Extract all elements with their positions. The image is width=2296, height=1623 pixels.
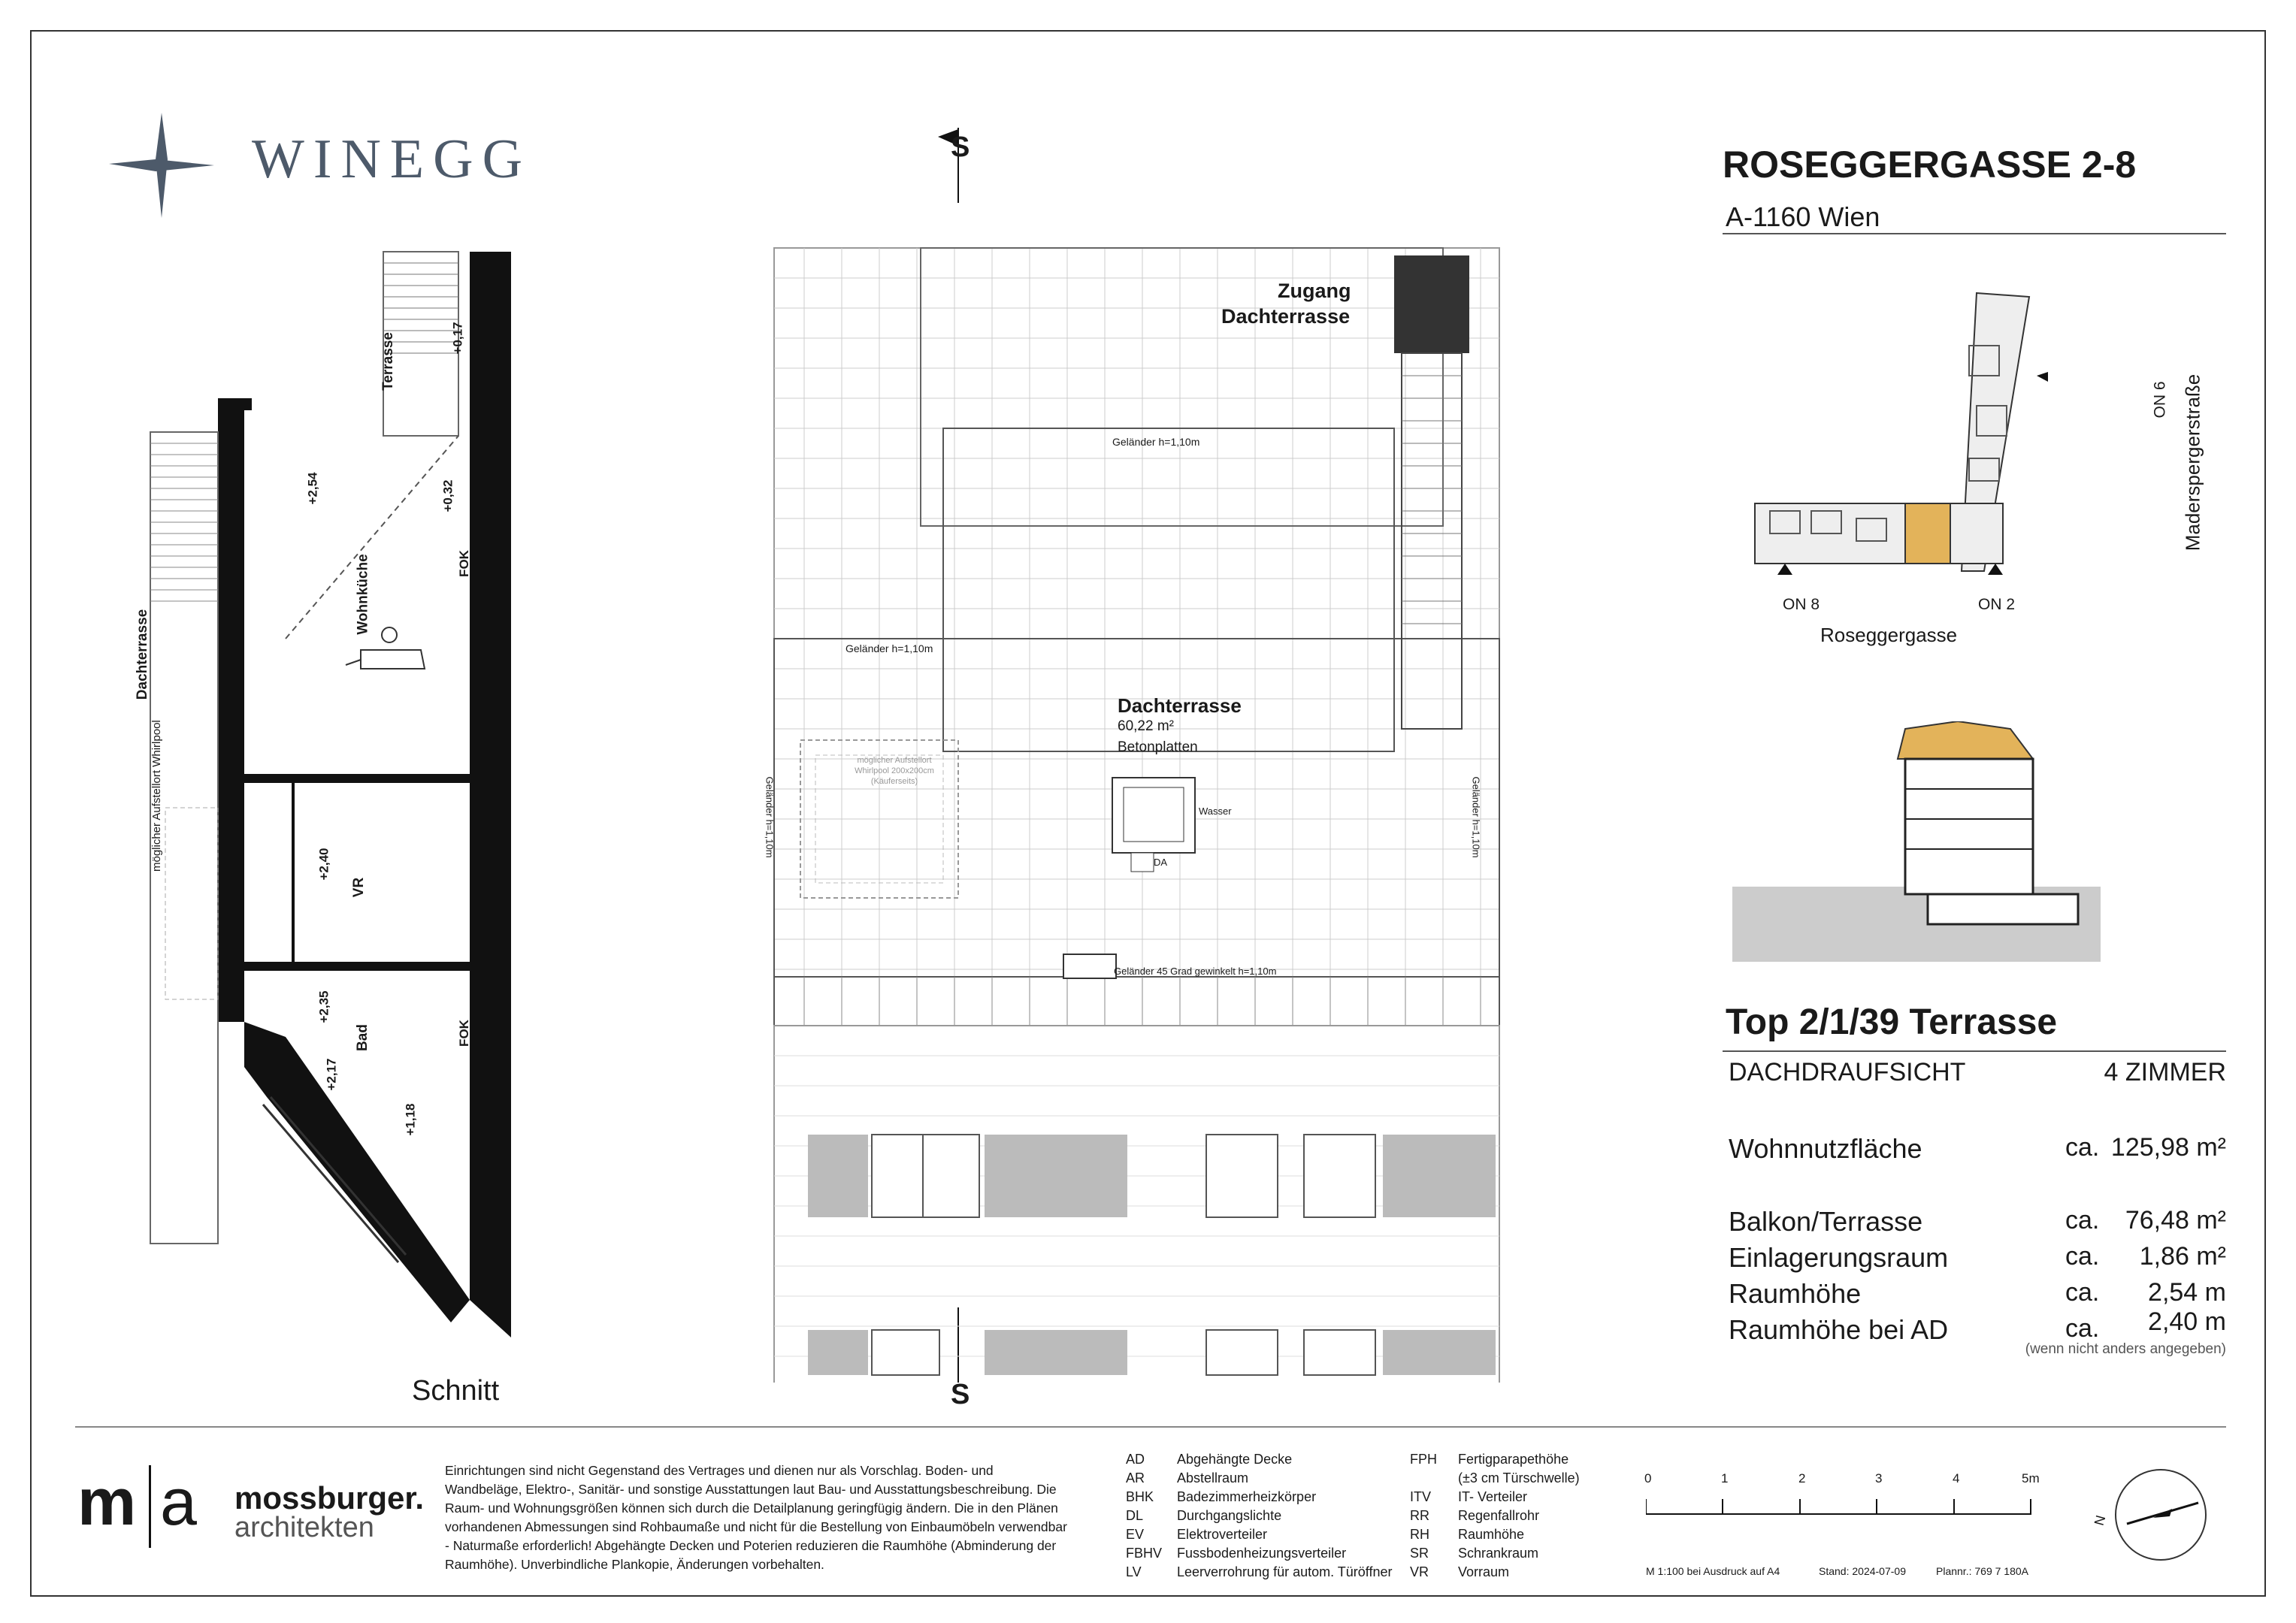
legend-code: RR (1410, 1508, 1429, 1523)
site-plan-drawing (1751, 286, 2232, 601)
scale-tick-label: 3 (1875, 1471, 1883, 1485)
legend-text: Regenfallrohr (1458, 1508, 1540, 1523)
access-label-2: Dachterrasse (1221, 305, 1351, 328)
compass-star-logo-icon (109, 113, 214, 218)
level-label: +2,40 (316, 848, 331, 881)
legend-code: LV (1126, 1564, 1142, 1579)
kv-value: 2,54 m (2148, 1278, 2226, 1307)
kv-ca: ca. (2065, 1206, 2100, 1235)
railing-label-top: Geländer h=1,10m (1112, 436, 1200, 448)
legend-text: IT- Verteiler (1458, 1489, 1528, 1504)
kv-value: 1,86 m² (2139, 1242, 2226, 1271)
legend-code: VR (1410, 1564, 1429, 1579)
disclaimer-text: Einrichtungen sind nicht Gegenstand des Vertrages und dienen nur als Vorschlag. Boden- und Wandbeläge, Elektro-, Sanitär- und sonstige Ausstattungen laut Bau- und Ausstattungsbeschreibung. Die Raum- und Wohnungsgrößen können sich durch die Detailplanung geringfügig ändern. Die in den Plänen vorhandenen Abmessungen sind Rohbaumaße und nicht für die Bestellung von Einbaumöbeln verwendbar - Naturmaße erforderlich! Abgehängte Decken und Poterien reduzieren die Raumhöhe (Abminderung der Raumhöhe). Unverbindliche Plankopie, Änderungen vorbehalten. (445, 1463, 1067, 1572)
unit-title: Top 2/1/39 Terrasse (1726, 1002, 2058, 1042)
site-label-on2: ON 2 (1978, 596, 2016, 613)
kv-value: 2,40 m (2148, 1307, 2226, 1336)
legend-code: FBHV (1126, 1546, 1163, 1561)
legend-text: Elektroverteiler (1177, 1527, 1268, 1542)
legend-text: Fussbodenheizungsverteiler (1177, 1546, 1347, 1561)
fok-label: FOK (456, 1020, 471, 1047)
fok-label: FOK (456, 550, 471, 577)
scale-bar (1646, 1492, 2044, 1522)
legend-text: Fertigparapethöhe (1458, 1452, 1569, 1467)
legend-text: (±3 cm Türschwelle) (1458, 1470, 1580, 1485)
railing-label-right: Geländer h=1,10m (1470, 776, 1482, 858)
whirlpool-line-1: möglicher Aufstellort (857, 756, 932, 765)
legend-row (1126, 1507, 1393, 1525)
level-label: +2,35 (316, 990, 331, 1023)
legend-left (1126, 1450, 1393, 1582)
whirlpool-line-3: (Käuferseits) (870, 777, 918, 786)
legend-text: Leerverrohrung für autom. Türöffner (1177, 1564, 1393, 1579)
scale-tick-label: 1 (1721, 1471, 1729, 1485)
legend-code: BHK (1126, 1489, 1154, 1504)
kv-label: Raumhöhe bei AD (1729, 1314, 1949, 1345)
kv-value: 76,48 m² (2125, 1206, 2226, 1235)
legend-code: SR (1410, 1546, 1429, 1561)
legend-code: AR (1126, 1470, 1145, 1485)
legend-text: Vorraum (1458, 1564, 1510, 1579)
scale-note: M 1:100 bei Ausdruck auf A4 (1646, 1565, 1780, 1577)
brand-name: WINEGG (252, 128, 532, 190)
railing-label-left: Geländer h=1,10m (764, 776, 776, 858)
plan-number: Plannr.: 769 7 180A (1936, 1565, 2028, 1577)
terrasse-label: Terrasse (380, 332, 396, 391)
legend-row (1126, 1544, 1393, 1563)
height-note: (wenn nicht anders angegeben) (2025, 1341, 2226, 1357)
level-label: +1,18 (403, 1103, 418, 1136)
legend-row (1410, 1469, 1580, 1488)
address-title: ROSEGGERGASSE 2-8 (1723, 144, 2137, 186)
scale-tick-label: 4 (1953, 1471, 1960, 1485)
legend-code: AD (1126, 1452, 1145, 1467)
kv-ca: ca. (2065, 1133, 2100, 1162)
legend-row (1410, 1507, 1580, 1525)
legend-row (1126, 1563, 1393, 1582)
legend-row (1126, 1450, 1393, 1469)
site-label-on6: ON 6 (2151, 381, 2169, 419)
legend-row (1410, 1488, 1580, 1507)
north-arrow-icon (2108, 1465, 2213, 1570)
legend-row (1126, 1488, 1393, 1507)
legend-row (1410, 1450, 1580, 1469)
terrace-surface: Betonplatten (1118, 739, 1198, 755)
level-label: +2,17 (324, 1058, 339, 1091)
access-label-1: Zugang (1278, 280, 1351, 302)
view-label: DACHDRAUFSICHT (1729, 1058, 1966, 1087)
legend-code: FPH (1410, 1452, 1437, 1467)
terrace-name: Dachterrasse (1118, 694, 1242, 717)
divider (1723, 233, 2226, 234)
legend-text: Abstellraum (1177, 1470, 1249, 1485)
section-drawing (135, 248, 526, 1345)
section-title: Schnitt (412, 1375, 500, 1407)
architect-sub: architekten (234, 1512, 374, 1543)
plan-date: Stand: 2024-07-09 (1819, 1565, 1906, 1577)
railing-label-left-top: Geländer h=1,10m (845, 642, 933, 654)
north-label: N (2091, 1513, 2109, 1528)
level-label: +0,17 (450, 322, 465, 355)
legend-code: DL (1126, 1508, 1144, 1523)
scale-tick-label: 0 (1644, 1471, 1652, 1485)
legend-row (1410, 1544, 1580, 1563)
legend-text: Durchgangslichte (1177, 1508, 1282, 1523)
legend-code (1410, 1469, 1458, 1488)
section-marker-top: S (951, 131, 970, 163)
architect-mark-a: a (160, 1464, 197, 1539)
scale-tick-label: 2 (1798, 1471, 1806, 1485)
city-label: A-1160 Wien (1726, 201, 1880, 232)
legend-code: ITV (1410, 1489, 1432, 1504)
architect-mark-divider (149, 1465, 151, 1548)
wohnkueche-label: Wohnküche (355, 554, 371, 635)
architect-mark-m: m (77, 1464, 137, 1539)
water-label: Wasser (1199, 805, 1232, 817)
kv-label: Raumhöhe (1729, 1278, 1862, 1309)
site-label-on8: ON 8 (1783, 596, 1820, 613)
drain-label: DA (1154, 857, 1168, 868)
street-maderspergerstrasse: Maderspergerstraße (2181, 373, 2204, 552)
legend-text: Schrankraum (1458, 1546, 1539, 1561)
whirlpool-line-2: Whirlpool 200x200cm (855, 766, 934, 775)
kv-ca: ca. (2065, 1242, 2100, 1271)
whirlpool-section-label: möglicher Aufstellort Whirlpool (150, 720, 163, 872)
legend-row (1126, 1469, 1393, 1488)
kv-ca: ca. (2065, 1314, 2100, 1343)
legend-text: Raumhöhe (1458, 1527, 1525, 1542)
kv-label: Wohnnutzfläche (1729, 1133, 1922, 1164)
legend-text: Abgehängte Decke (1177, 1452, 1293, 1467)
kv-value: 125,98 m² (2110, 1133, 2226, 1162)
level-label: +0,32 (440, 479, 455, 512)
legend-row (1410, 1525, 1580, 1544)
legend-row (1126, 1525, 1393, 1544)
level-label: +2,54 (305, 472, 320, 505)
bad-label: Bad (354, 1024, 371, 1051)
terrace-area: 60,22 m² (1118, 718, 1174, 734)
kv-ca: ca. (2065, 1278, 2100, 1307)
legend-text: Badezimmerheizkörper (1177, 1489, 1317, 1504)
legend-right (1410, 1450, 1580, 1582)
legend-code: EV (1126, 1527, 1145, 1542)
footer-divider (75, 1426, 2226, 1428)
architect-name: mossburger. (234, 1480, 425, 1516)
building-elevation-drawing (1732, 721, 2101, 962)
vr-label: VR (351, 877, 368, 898)
room-count: 4 ZIMMER (2104, 1058, 2226, 1087)
street-roseggergasse: Roseggergasse (1820, 624, 1958, 646)
scale-tick-label: 5m (2022, 1471, 2040, 1485)
legend-code: RH (1410, 1527, 1429, 1542)
kv-label: Balkon/Terrasse (1729, 1206, 1923, 1237)
kv-label: Einlagerungsraum (1729, 1242, 1949, 1273)
divider (1723, 1050, 2226, 1052)
legend-row (1410, 1563, 1580, 1582)
railing-label-bottom: Geländer 45 Grad gewinkelt h=1,10m (1114, 966, 1277, 977)
dachterrasse-label: Dachterrasse (135, 609, 151, 700)
whirlpool-plan-label (834, 755, 954, 787)
section-marker-bottom: S (951, 1379, 970, 1410)
